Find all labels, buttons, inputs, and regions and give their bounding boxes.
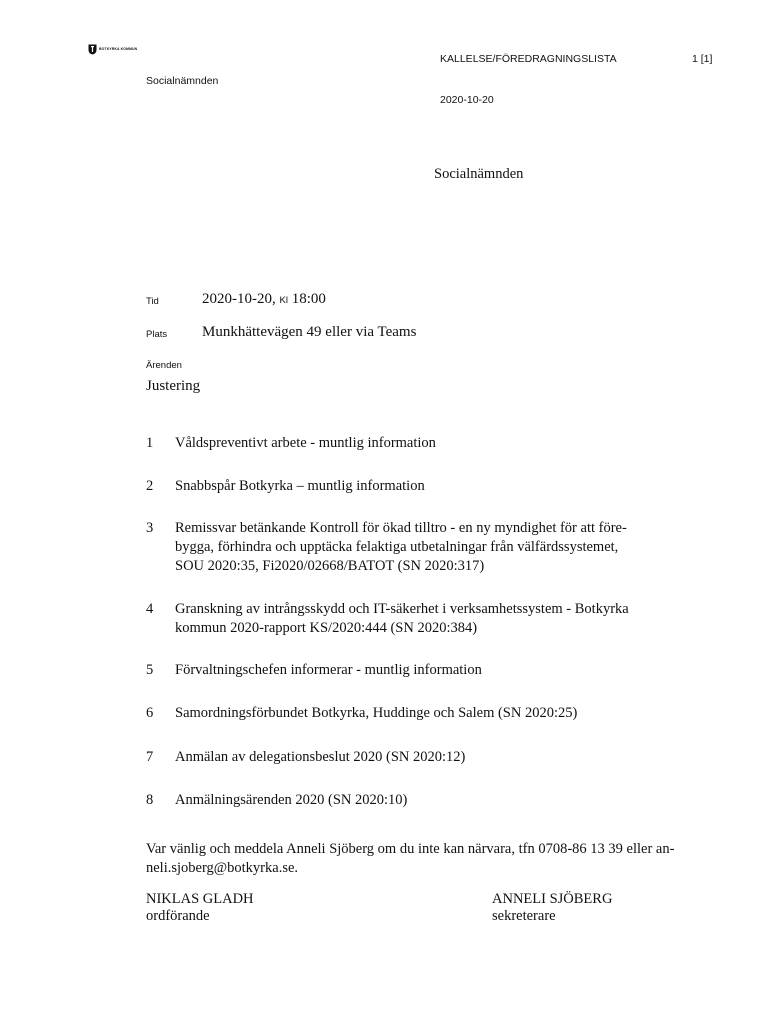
agenda-number: 3 [146, 520, 154, 536]
agenda-line: Anmälan av delegationsbeslut 2020 (SN 2020:12) [175, 749, 466, 765]
agenda-text [175, 661, 695, 680]
place-label: Plats [146, 329, 168, 340]
agenda-line: Förvaltningschefen informerar - muntlig information [175, 662, 482, 678]
secretary-name: ANNELI SJÖBERG [492, 891, 613, 907]
agenda-line: Granskning av intrångsskydd och IT-säkerhet i verksamhetssystem - Botkyrka [175, 601, 629, 617]
agenda-line: Våldspreventivt arbete - muntlig information [175, 435, 436, 451]
agenda-number: 8 [146, 792, 154, 808]
agenda-line: SOU 2020:35, Fi2020/02668/BATOT (SN 2020:317) [175, 558, 485, 574]
agenda-text [175, 519, 695, 576]
agenda-text [175, 477, 695, 496]
document-type: KALLELSE/FÖREDRAGNINGSLISTA [440, 53, 617, 65]
agenda-line: bygga, förhindra och upptäcka felaktiga utbetalningar från välfärdssystemet, [175, 539, 619, 555]
logo [88, 44, 137, 55]
note-line: neli.sjoberg@botkyrka.se. [146, 860, 299, 876]
secretary-signature [492, 891, 612, 925]
meeting-hour: 18:00 [291, 291, 326, 307]
document-date: 2020-10-20 [440, 94, 494, 106]
note-line: Var vänlig och meddela Anneli Sjöberg om du inte kan närvara, tfn 0708-86 13 39 eller an- [146, 841, 675, 857]
agenda-text [175, 434, 695, 453]
adjustment-heading: Justering [146, 378, 201, 394]
agenda-line: Remissvar betänkande Kontroll för ökad tilltro - en ny myndighet för att före- [175, 520, 627, 536]
agenda-line: Anmälningsärenden 2020 (SN 2020:10) [175, 792, 408, 808]
page-number: 1 [1] [692, 53, 713, 65]
botkyrka-logo-icon [88, 44, 97, 55]
agenda-text [175, 748, 695, 767]
meeting-time [202, 291, 326, 308]
agenda-text [175, 600, 695, 638]
attendance-note [146, 840, 674, 878]
matters-label: Ärenden [146, 360, 182, 371]
secretary-role: sekreterare [492, 908, 556, 924]
agenda-number: 4 [146, 601, 154, 617]
meeting-date: 2020-10-20, [202, 291, 276, 307]
meeting-place: Munkhättevägen 49 eller via Teams [202, 324, 417, 340]
agenda-line: kommun 2020-rapport KS/2020:444 (SN 2020:384) [175, 620, 478, 636]
agenda-text [175, 704, 695, 723]
chair-name: NIKLAS GLADH [146, 891, 254, 907]
chair-signature [146, 891, 254, 925]
chair-role: ordförande [146, 908, 210, 924]
page-title: Socialnämnden [434, 166, 524, 182]
agenda-number: 2 [146, 478, 154, 494]
kl-label: Kl [279, 295, 288, 306]
agenda-number: 5 [146, 662, 154, 678]
agenda-number: 7 [146, 749, 154, 765]
agenda-line: Samordningsförbundet Botkyrka, Huddinge och Salem (SN 2020:25) [175, 705, 578, 721]
agenda-number: 1 [146, 435, 154, 451]
logo-text: BOTKYRKA KOMMUN [99, 46, 138, 51]
time-label: Tid [146, 296, 159, 307]
department: Socialnämnden [146, 75, 219, 87]
agenda-number: 6 [146, 705, 154, 721]
agenda-line: Snabbspår Botkyrka – muntlig information [175, 478, 425, 494]
agenda-text [175, 791, 695, 810]
